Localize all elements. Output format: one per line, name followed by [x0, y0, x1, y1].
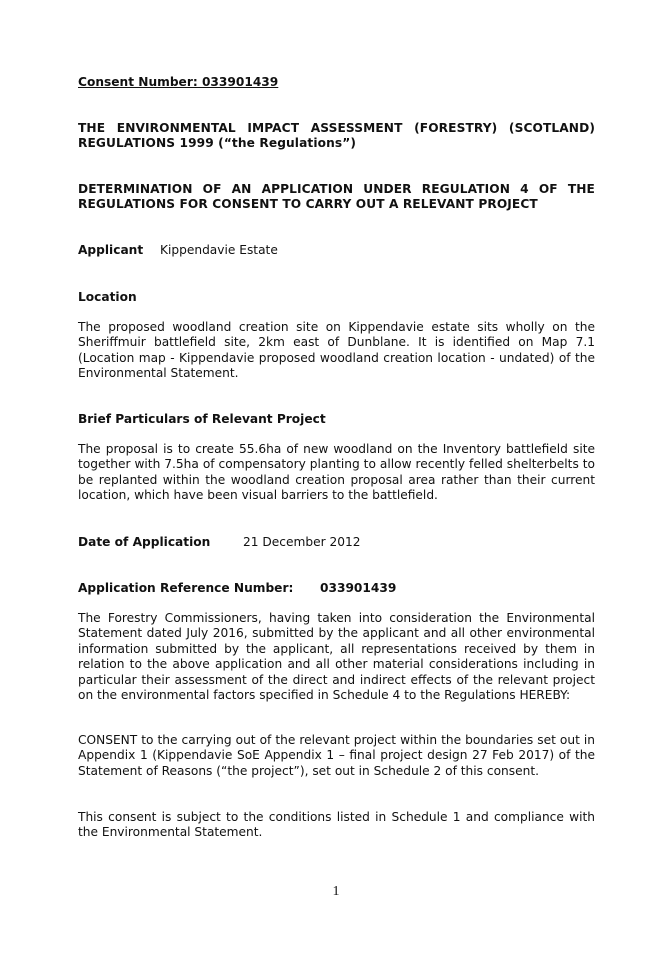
date-of-application-value: 21 December 2012	[243, 535, 361, 549]
applicant-value: Kippendavie Estate	[160, 243, 278, 257]
applicant-label: Applicant	[78, 243, 144, 257]
commissioners-paragraph: The Forestry Commissioners, having taken into consideration the Environmental Statement dated July 2016, submitted by the applicant and all other environmental information submitted by the applicant, all representations received by them in relation to the above application and all other material considerations including in particular their assessment of the direct and indirect effects of the relevant project on the environmental factors specified in Schedule 4 to the Regulations HEREBY:	[78, 611, 595, 703]
application-reference-label: Application Reference Number:	[78, 581, 294, 595]
location-text: The proposed woodland creation site on Kippendavie estate sits wholly on the Sheriffmuir battlefield site, 2km east of Dunblane. It is identified on Map 7.1 (Location map - Kippendavie proposed woodland creation location - undated) of the Environmental Statement.	[78, 320, 595, 381]
conditions-paragraph: This consent is subject to the conditions listed in Schedule 1 and compliance with the Environmental Statement.	[78, 810, 595, 840]
page-number: 1	[332, 884, 340, 899]
brief-particulars-text: The proposal is to create 55.6ha of new woodland on the Inventory battlefield site together with 7.5ha of compensatory planting to allow recently felled shelterbelts to be replanted within the woodland creation proposal area rather than their current location, which have been visual barriers to the battlefield.	[78, 442, 595, 503]
regulations-title: THE ENVIRONMENTAL IMPACT ASSESSMENT (FORESTRY) (SCOTLAND) REGULATIONS 1999 (“the Regulations”)	[78, 121, 595, 151]
location-heading: Location	[78, 290, 137, 304]
date-of-application-label: Date of Application	[78, 535, 211, 549]
application-reference-row	[78, 581, 595, 596]
determination-title: DETERMINATION OF AN APPLICATION UNDER REGULATION 4 OF THE REGULATIONS FOR CONSENT TO CARRY OUT A RELEVANT PROJECT	[78, 182, 595, 212]
application-reference-value: 033901439	[320, 581, 397, 595]
consent-number: Consent Number: 033901439	[78, 75, 279, 89]
applicant-row	[78, 243, 595, 258]
consent-paragraph: CONSENT to the carrying out of the relevant project within the boundaries set out in Appendix 1 (Kippendavie SoE Appendix 1 – final project design 27 Feb 2017) of the Statement of Reasons (“the project”), set out in Schedule 2 of this consent.	[78, 733, 595, 778]
brief-particulars-heading: Brief Particulars of Relevant Project	[78, 412, 326, 426]
date-of-application-row	[78, 535, 595, 550]
